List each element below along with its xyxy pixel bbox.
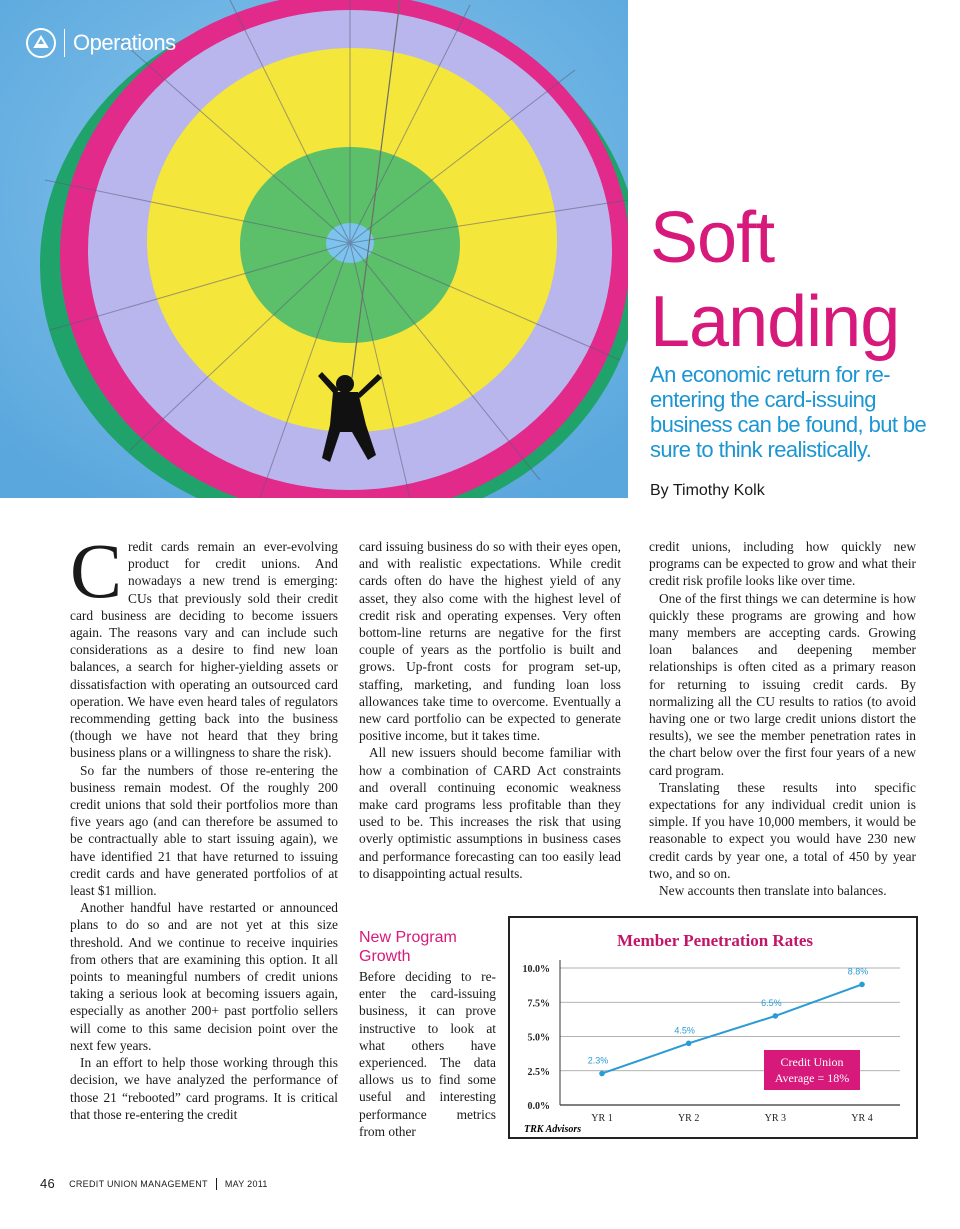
- chart-y-tick-label: 7.5%: [527, 998, 550, 1010]
- body-paragraph: credit unions, including how quickly new programs can be expected to grow and what their credit risk profile looks like over time.: [649, 539, 916, 589]
- chart-data-label: 2.3%: [587, 1055, 609, 1066]
- byline: By Timothy Kolk: [650, 482, 765, 499]
- title-line-2: Landing: [650, 282, 900, 362]
- body-paragraph: card issuing business do so with their eyes open, and with realistic expectations. While credit cards often do have the highest yield of any asset, they also come with the highest level of credit risk and operating expenses. Very often bottom-line returns are negative for the first couple of years as the portfolio is built and grows. Up-front costs for program set-up, staffing, marketing, and funding loan loss allowances take time to overcome. Eventually a new card portfolio can be expected to generate positive income, but it takes time.: [359, 539, 621, 744]
- article-subtitle: An economic return for re-entering the card-issuing business can be found, but be sure to think realistically.: [650, 362, 927, 462]
- column-3: [649, 538, 916, 899]
- body-paragraph: Before deciding to re-enter the card-issuing business, it can prove instructive to look at what others have experienced. The data allows us to find some useful and interesting performance metrics from other: [359, 969, 496, 1139]
- body-paragraph: All new issuers should become familiar with how a combination of CARD Act constraints and overall continuing economic weakness make card programs less profitable than they used to be. This increases the risk that using overly optimistic assumptions in business cases and performance forecasting can too easily lead to disappointing actual results.: [359, 745, 621, 881]
- body-paragraph: In an effort to help those working through this decision, we have analyzed the performance of those 21 “rebooted” card programs. It is critical that those re-entering the credit: [70, 1055, 338, 1122]
- body-paragraph: New accounts then translate into balances.: [659, 883, 887, 899]
- chart-y-tick-label: 2.5%: [527, 1066, 550, 1078]
- column-2: [359, 538, 621, 882]
- body-paragraph: Translating these results into specific expectations for any individual credit union is simple. If you have 10,000 members, it would be reasonable to expect you would have 230 new credit cards by year one, a total of 450 by year two, and so on.: [649, 779, 916, 881]
- chart-source: TRK Advisors: [524, 1124, 582, 1135]
- body-paragraph: Credit cards remain an ever-evolving product for credit unions. And nowadays a new trend is emerging: CUs that previously sold their credit card business are deciding to become issuers again. The reasons vary and can include such considerations as a desire to find new loan balances, a search for higher-yielding assets or dissatisfaction with operating an outsourced card operation. We have even heard tales of regulators recommending getting back into the business (though we have not heard that they bring business plans or a willingness to share the risk).: [70, 527, 338, 761]
- chart-title: Member Penetration Rates: [616, 931, 814, 950]
- chart-x-tick-label: YR 4: [851, 1113, 873, 1124]
- chart-y-tick-label: 10.0%: [522, 964, 550, 975]
- section-label: Operations: [73, 30, 176, 55]
- body-paragraph: One of the first things we can determine is how quickly these programs are growing and how many members are accepting cards. Growing loan balances and deepening member relationships is often cited as a primary reason for returning to issuing credit cards. By normalizing all the CU results to ratios (to avoid having one or two large credit unions distort the results), we see the member penetration rates in the chart below over the first four years of a new card program.: [649, 590, 916, 778]
- chart-point: [773, 1013, 779, 1019]
- chart-data-label: 8.8%: [847, 966, 869, 977]
- parachute-illustration: [0, 0, 628, 498]
- chart-y-tick-label: 5.0%: [527, 1032, 550, 1044]
- page-footer: [40, 1176, 268, 1191]
- chart-y-tick-label: 0.0%: [527, 1101, 550, 1112]
- column-1: [70, 527, 338, 1123]
- page-number: 46: [40, 1176, 56, 1191]
- chart-point: [599, 1071, 605, 1077]
- annotation-line-1: Credit Union: [780, 1055, 844, 1069]
- section-tag: [26, 28, 176, 58]
- subhead-new-program-growth: New Program Growth: [359, 929, 457, 965]
- chart-point: [859, 982, 865, 988]
- chart-data-label: 6.5%: [761, 997, 782, 1008]
- body-paragraph: Another handful have restarted or announced plans to do so and are not yet at this size threshold. And we continue to receive inquiries from others that are examining this option. It all points to meaningful numbers of credit unions taking a serious look at becoming issuers again, especially as another 200+ past portfolio sellers will come to this same decision point over the next few years.: [70, 900, 338, 1053]
- annotation-line-2: Average = 18%: [774, 1071, 850, 1085]
- chart-x-tick-label: YR 1: [591, 1113, 613, 1124]
- penetration-chart: [508, 916, 918, 1139]
- title-line-1: Soft: [650, 198, 775, 278]
- drop-cap: C: [70, 527, 123, 614]
- chart-x-tick-label: YR 3: [764, 1113, 787, 1124]
- issue-date: MAY 2011: [224, 1178, 268, 1189]
- section-divider: [64, 29, 65, 57]
- cu-logo-icon: [26, 28, 56, 58]
- publication-name: CREDIT UNION MANAGEMENT: [69, 1178, 208, 1189]
- column-2-continued: [359, 968, 496, 1140]
- hero-image: [0, 0, 628, 498]
- chart-point: [686, 1041, 692, 1047]
- chart-svg: [510, 918, 916, 1137]
- article-title: [650, 196, 950, 364]
- chart-annotation: [764, 1050, 860, 1090]
- chart-data-label: 4.5%: [674, 1025, 695, 1036]
- body-paragraph: So far the numbers of those re-entering the business remain modest. Of the roughly 200 credit unions that sold their portfolios more than five years ago (and can therefore be assumed to be contractually able to start issuing again), we have identified 21 that have returned to issuing credit cards and have generated portfolios of at least $1 million.: [70, 762, 338, 899]
- chart-x-tick-label: YR 2: [677, 1113, 700, 1124]
- footer-divider: [216, 1178, 217, 1190]
